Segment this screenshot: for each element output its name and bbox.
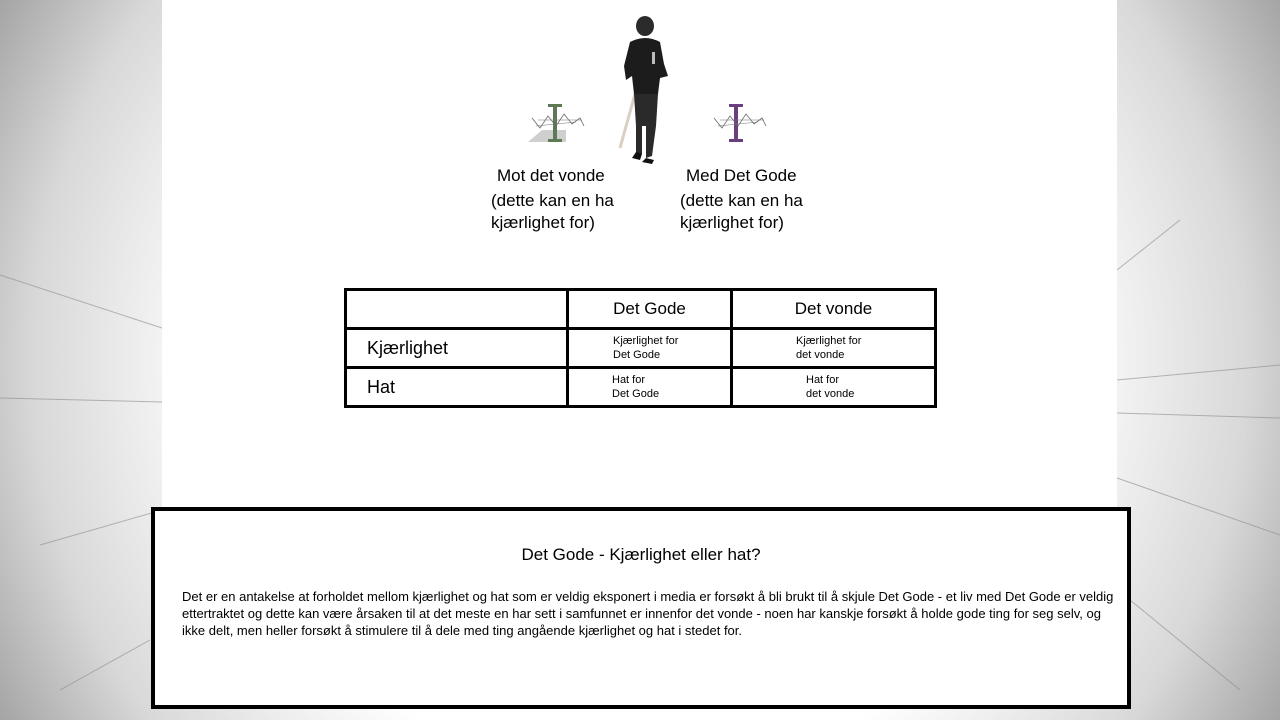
info-box-title: Det Gode - Kjærlighet eller hat? [521, 545, 761, 564]
header-det-vonde: Det vonde [732, 290, 936, 329]
info-box [151, 507, 1131, 709]
matrix-corner-cell [346, 290, 568, 329]
left-signpost-symbol [526, 100, 590, 146]
right-signpost-symbol [708, 100, 772, 146]
left-caption-title: Mot det vonde [497, 166, 605, 185]
cell-hat-gode: Hat for Det Gode [568, 368, 732, 407]
right-caption-line2: kjærlighet for) [680, 213, 784, 232]
love-hate-matrix [344, 288, 937, 408]
person-with-sword-figure [612, 14, 674, 164]
row-label-hat: Hat [346, 368, 568, 407]
right-caption-line1: (dette kan en ha [680, 191, 803, 210]
cell-hat-vonde: Hat for det vonde [732, 368, 936, 407]
matrix-row-kjaerlighet [346, 329, 936, 368]
header-det-gode: Det Gode [568, 290, 732, 329]
cell-kjaerlighet-vonde: Kjærlighet for det vonde [732, 329, 936, 368]
left-caption-line1: (dette kan en ha [491, 191, 614, 210]
right-caption-title: Med Det Gode [686, 166, 797, 185]
left-caption-line2: kjærlighet for) [491, 213, 595, 232]
matrix-row-hat [346, 368, 936, 407]
cell-kjaerlighet-gode: Kjærlighet for Det Gode [568, 329, 732, 368]
info-box-body: Det er en antakelse at forholdet mellom kjærlighet og hat som er veldig eksponert i media er forsøkt å bli brukt til å skjule Det Gode - et liv med Det Gode er veldig ettertraktet og dette kan være årsaken til at det meste en har sett i samfunnet er innenfor det vonde - noen har kanskje forsøkt å holde gode ting for seg selv, og ikke delt, men heller forsøkt å stimulere til å dele med ting angående kjærlighet og hat i stedet for. [182, 589, 1114, 638]
matrix-header-row [346, 290, 936, 329]
row-label-kjaerlighet: Kjærlighet [346, 329, 568, 368]
